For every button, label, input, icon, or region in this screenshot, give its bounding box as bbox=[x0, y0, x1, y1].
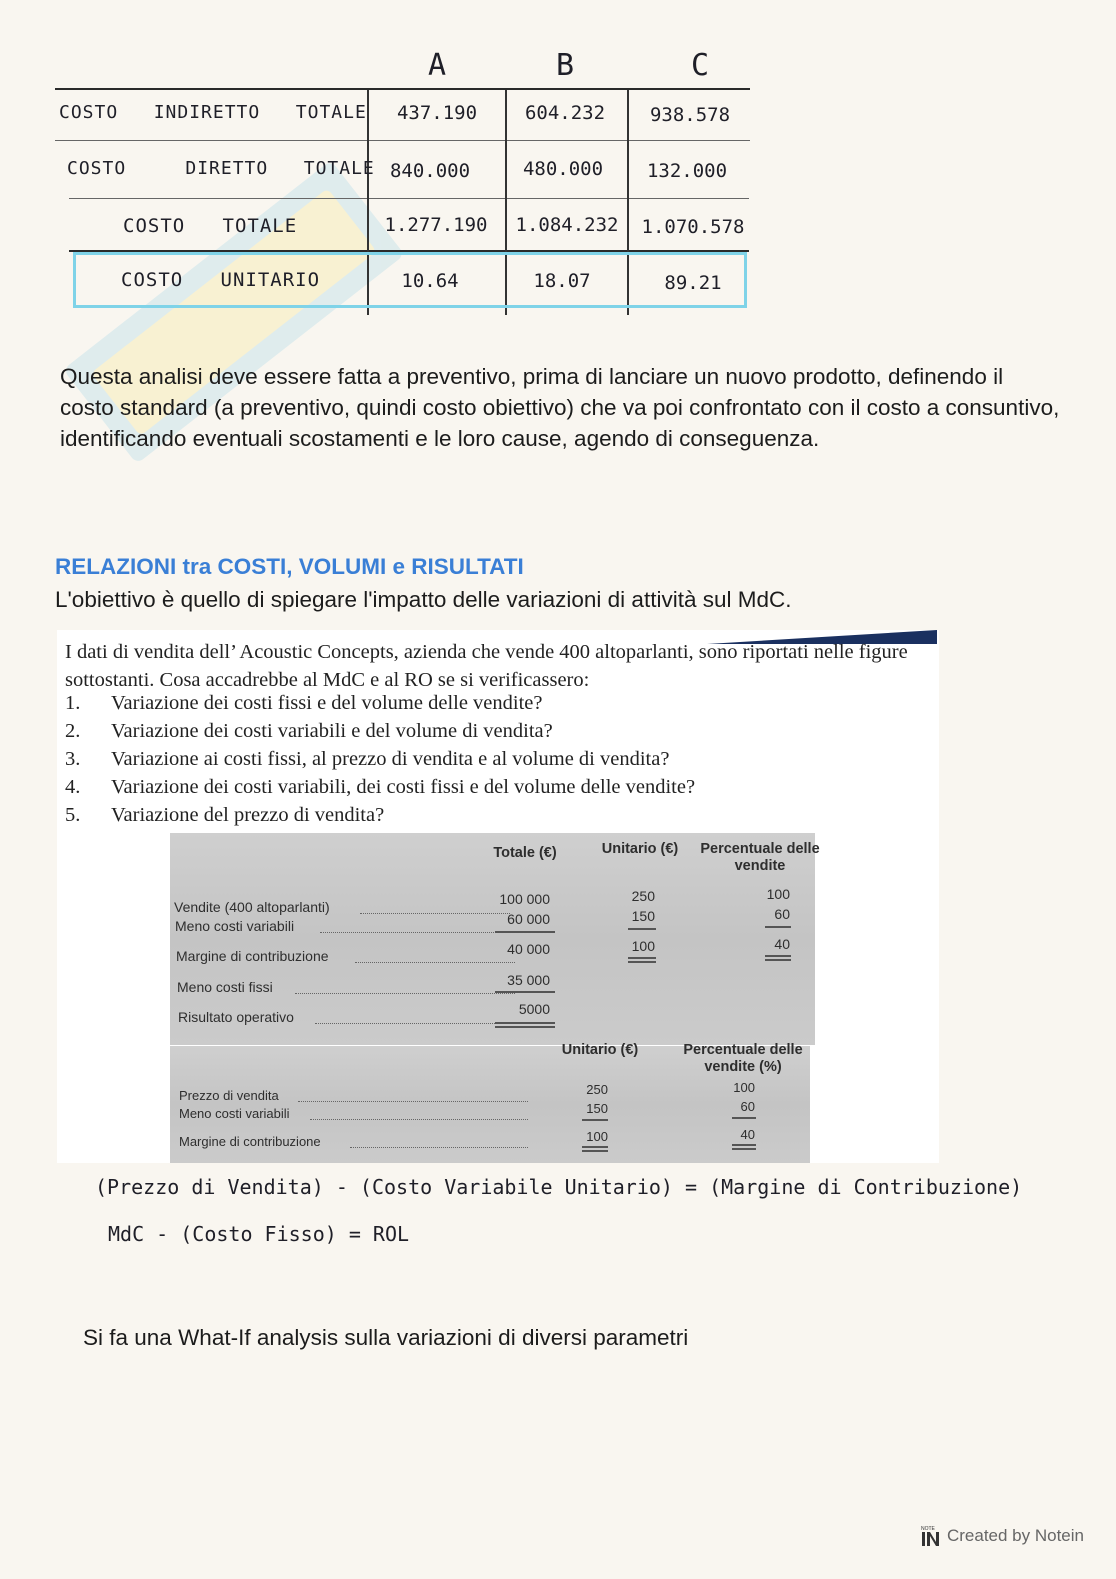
sum-rule bbox=[495, 991, 555, 993]
unit-margin-scan bbox=[170, 1042, 810, 1163]
leader-dots bbox=[310, 1106, 528, 1120]
sum-rule bbox=[628, 928, 656, 930]
double-rule bbox=[582, 1150, 608, 1152]
paragraph-what-if: Si fa una What-If analysis sulla variazioni di diversi parametri bbox=[83, 1325, 689, 1350]
row-label: Meno costi fissi bbox=[177, 979, 273, 995]
value-percentuale: 60 bbox=[774, 906, 790, 922]
cell-a-2: 840.000 bbox=[389, 160, 471, 182]
sum-rule bbox=[732, 1117, 756, 1119]
double-rule bbox=[732, 1148, 756, 1150]
row-label: COSTO TOTALE bbox=[123, 215, 298, 237]
value-unitario: 100 bbox=[631, 938, 655, 954]
value-percentuale: 100 bbox=[766, 886, 790, 902]
value-percentuale: 40 bbox=[740, 1127, 755, 1142]
header-percentuale: Percentuale delle vendite (%) bbox=[683, 1042, 803, 1075]
value-unitario: 150 bbox=[631, 908, 655, 924]
leader-dots bbox=[315, 1009, 515, 1024]
sum-rule bbox=[765, 926, 791, 928]
section-title: RELAZIONI tra COSTI, VOLUMI e RISULTATI bbox=[55, 554, 524, 579]
sum-rule bbox=[495, 931, 555, 933]
double-rule bbox=[732, 1144, 756, 1146]
cell-c-1: 938.578 bbox=[649, 104, 731, 126]
cell-a-3: 1.277.190 bbox=[384, 214, 488, 236]
book-excerpt-image bbox=[57, 630, 939, 1163]
cell-a-1: 437.190 bbox=[396, 102, 478, 124]
row-divider bbox=[69, 198, 749, 199]
question-item: 1. Variazione dei costi fissi e del volume delle vendite? bbox=[65, 692, 543, 714]
leader-dots bbox=[320, 918, 510, 933]
leader-dots bbox=[350, 1134, 528, 1148]
header-percentuale: Percentuale delle vendite bbox=[700, 841, 820, 874]
handwritten-formula-rol: MdC - (Costo Fisso) = ROL bbox=[108, 1222, 410, 1246]
row-divider bbox=[55, 140, 750, 141]
question-item: 2. Variazione dei costi variabili e del volume di vendita? bbox=[65, 720, 553, 742]
table-top-rule bbox=[55, 88, 750, 90]
row-label: Meno costi variabili bbox=[179, 1106, 290, 1121]
row-label: Risultato operativo bbox=[178, 1009, 294, 1025]
cell-c-4: 89.21 bbox=[664, 272, 722, 294]
double-rule bbox=[495, 1022, 555, 1024]
cell-b-3: 1.084.232 bbox=[515, 214, 619, 236]
handwritten-cost-table bbox=[55, 40, 755, 320]
value-percentuale: 40 bbox=[774, 936, 790, 952]
value-unitario: 250 bbox=[631, 888, 655, 904]
section-subtitle: L'obiettivo è quello di spiegare l'impatto delle variazioni di attività sul MdC. bbox=[55, 587, 792, 612]
footer-credit bbox=[921, 1524, 1084, 1548]
row-label: Margine di contribuzione bbox=[179, 1134, 321, 1149]
row-label: COSTO UNITARIO bbox=[121, 269, 321, 291]
column-a-header: A bbox=[427, 48, 447, 83]
cell-b-2: 480.000 bbox=[522, 158, 604, 180]
double-rule bbox=[628, 957, 656, 959]
header-unitario: Unitario (€) bbox=[601, 841, 679, 857]
cell-b-1: 604.232 bbox=[524, 102, 606, 124]
header-totale: Totale (€) bbox=[493, 845, 557, 861]
value-totale: 35 000 bbox=[507, 972, 550, 988]
question-item: 3. Variazione ai costi fissi, al prezzo di vendita e al volume di vendita? bbox=[65, 748, 670, 770]
value-totale: 60 000 bbox=[507, 911, 550, 927]
value-totale: 40 000 bbox=[507, 941, 550, 957]
question-item: 5. Variazione del prezzo di vendita? bbox=[65, 804, 385, 826]
row-label: Vendite (400 altoparlanti) bbox=[174, 899, 330, 915]
row-label: Meno costi variabili bbox=[175, 918, 295, 934]
row-label: Prezzo di vendita bbox=[179, 1088, 279, 1103]
book-intro-text: I dati di vendita dell’ Acoustic Concepts, azienda che vende 400 altoparlanti, sono riportati nelle figure sottostanti. Cosa accadrebbe al MdC e al RO se si verificassero: bbox=[65, 641, 908, 691]
svg-text:NOTE: NOTE bbox=[920, 1526, 935, 1532]
handwritten-formula-mdc: (Prezzo di Vendita) - (Costo Variabile Unitario) = (Margine di Contribuzione) bbox=[95, 1175, 1023, 1199]
double-rule bbox=[765, 955, 791, 957]
double-rule bbox=[495, 1026, 555, 1028]
value-percentuale: 100 bbox=[733, 1080, 755, 1095]
question-item: 4. Variazione dei costi variabili, dei costi fissi e del volume delle vendite? bbox=[65, 776, 696, 798]
double-rule bbox=[765, 959, 791, 961]
sum-rule bbox=[582, 1119, 608, 1121]
column-c-header: C bbox=[690, 48, 710, 83]
cell-b-4: 18.07 bbox=[533, 270, 591, 292]
double-rule bbox=[628, 961, 656, 963]
value-unitario: 150 bbox=[586, 1101, 608, 1116]
footer-text: Created by Notein bbox=[946, 1526, 1084, 1545]
value-totale: 5000 bbox=[518, 1001, 550, 1017]
header-unitario: Unitario (€) bbox=[561, 1042, 639, 1058]
cell-a-4: 10.64 bbox=[401, 270, 459, 292]
value-percentuale: 60 bbox=[740, 1099, 755, 1114]
notein-logo-icon bbox=[921, 1524, 941, 1548]
cell-c-2: 132.000 bbox=[646, 160, 728, 182]
leader-dots bbox=[360, 899, 510, 914]
paragraph-preventivo: Questa analisi deve essere fatta a preventivo, prima di lanciare un nuovo prodotto, definendo il costo standard (a preventivo, quindi costo obiettivo) che va poi confrontato con il costo a consuntivo, identificando eventuali scostamenti e le loro cause, agendo di conseguenza. bbox=[60, 364, 1060, 451]
row-label: COSTO INDIRETTO TOTALE bbox=[59, 102, 367, 123]
column-b-header: B bbox=[555, 48, 575, 83]
value-unitario: 100 bbox=[586, 1129, 608, 1144]
cell-c-3: 1.070.578 bbox=[641, 216, 745, 238]
row-label: Margine di contribuzione bbox=[176, 948, 329, 964]
leader-dots bbox=[295, 979, 515, 994]
income-statement-scan bbox=[170, 833, 820, 1045]
row-label: COSTO DIRETTO TOTALE bbox=[67, 158, 375, 179]
double-rule bbox=[582, 1146, 608, 1148]
value-totale: 100 000 bbox=[499, 891, 550, 907]
value-unitario: 250 bbox=[586, 1082, 608, 1097]
leader-dots bbox=[298, 1088, 528, 1102]
